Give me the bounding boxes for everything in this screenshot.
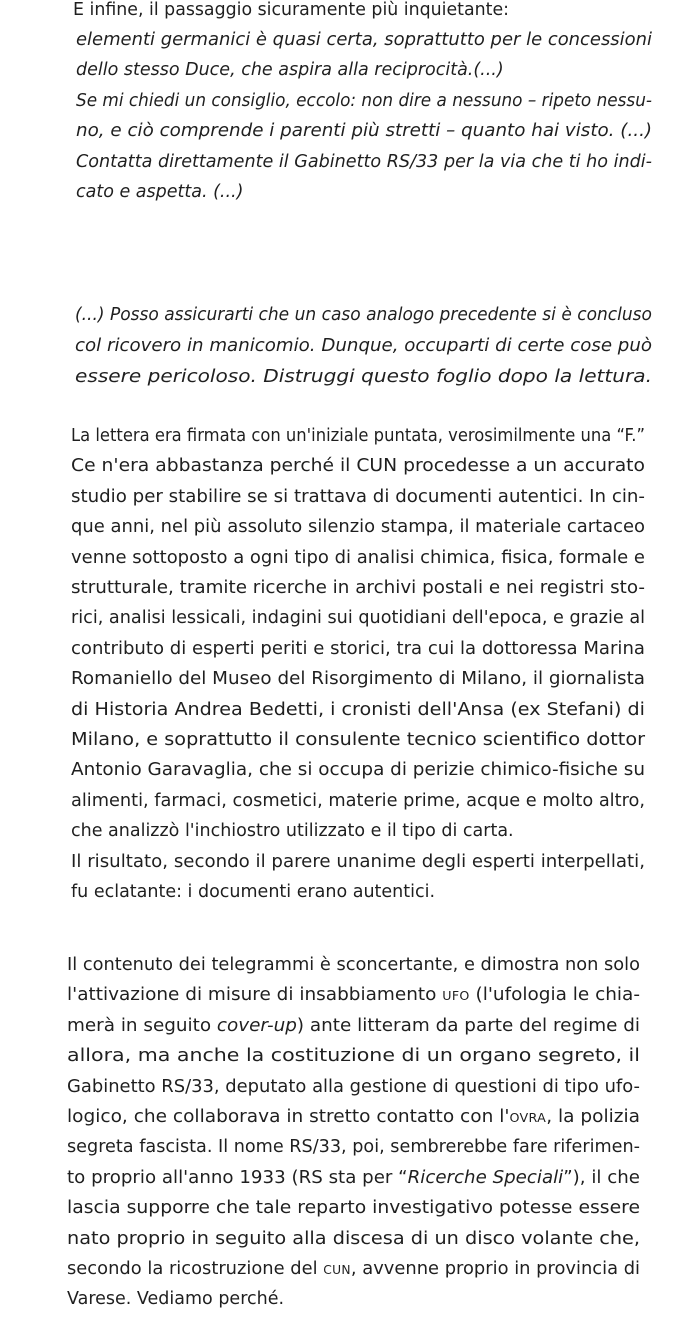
para2-line [67, 1168, 640, 1188]
quote2-line [75, 305, 652, 325]
para1-line [71, 578, 645, 598]
text-run: Il contenuto dei telegrammi è sconcertante, e dimostra non solo [67, 955, 640, 975]
text-run: (l'ufologia le chia- [469, 985, 640, 1006]
para1-line [71, 882, 435, 902]
emphasis: cover-up [216, 1015, 297, 1036]
para1-line [71, 548, 645, 568]
para1-line [71, 426, 645, 446]
quote2-line [75, 367, 652, 387]
quote1-line [76, 60, 504, 80]
text-run: nato proprio in seguito alla discesa di un disco volante che, [67, 1228, 641, 1249]
text-run: Il risultato, secondo il parere unanime degli esperti interpellati, [71, 851, 645, 872]
text-run: elementi germanici è quasi certa, soprattutto per le concessioni [76, 30, 653, 50]
text-run: essere pericoloso. Distruggi questo foglio dopo la lettura. [75, 367, 652, 387]
text-run: Ce n'era abbastanza perché il [71, 456, 357, 477]
text-run: Historia [94, 699, 169, 720]
text-run: studio per stabilire se si trattava di documenti autentici. In cin- [71, 486, 645, 507]
text-run: Contatta direttamente il Gabinetto RS/33 per la via che ti ho indi- [76, 151, 652, 172]
para2-line [67, 1198, 640, 1218]
para2-line [67, 985, 640, 1005]
para2-line [67, 955, 640, 975]
text-run: Andrea Bedetti, i cronisti dell'Ansa (ex Stefani) di [168, 699, 645, 720]
para1-line [71, 669, 645, 689]
text-run: fu eclatante: i documenti erano autentici. [71, 882, 436, 902]
text-run: secondo la ricostruzione del [67, 1259, 324, 1279]
text-run: l'attivazione di misure di insabbiamento [67, 985, 443, 1006]
text-run: La lettera era firmata con un'iniziale puntata, verosimilmente una “F.” [71, 426, 645, 446]
quote1-line [76, 121, 652, 141]
quote1-line [76, 30, 652, 50]
text-run: Gabinetto RS/33, deputato alla gestione di questioni di tipo ufo- [67, 1076, 641, 1097]
text-run: to proprio all'anno 1933 (RS sta per “ [67, 1167, 408, 1188]
para1-line [71, 517, 645, 537]
text-run: segreta fascista. Il nome RS/33, poi, sembrerebbe fare riferimen- [67, 1137, 641, 1158]
emphasis: Ricerche Speciali [407, 1167, 564, 1188]
para1-line [71, 639, 645, 659]
para1-line [71, 760, 645, 780]
text-run: col ricovero in manicomio. Dunque, occuparti di certe cose può [75, 336, 653, 356]
para1-line [71, 487, 645, 507]
para2-line [67, 1229, 640, 1249]
quote1-line [76, 91, 652, 111]
para2-line [67, 1107, 640, 1127]
para1-line [71, 852, 645, 872]
text-run: (...) Posso assicurarti che un caso analogo precedente si è concluso [75, 305, 652, 325]
quote1-line [76, 182, 243, 202]
text-run: merà in seguito [67, 1015, 217, 1036]
para2-line [67, 1259, 640, 1279]
text-run: que anni, nel più assoluto silenzio stampa, il materiale cartaceo [71, 517, 646, 538]
text-run: cato e aspetta. (...) [76, 182, 244, 202]
text-run: strutturale, tramite ricerche in archivi postali e nei registri sto- [71, 578, 646, 598]
text-run: rici, analisi lessicali, indagini sui quotidiani dell'epoca, e grazie al [71, 608, 646, 629]
para2-line [67, 1046, 640, 1066]
para2-line [67, 1016, 640, 1036]
para1-line [71, 700, 645, 720]
text-run: Romaniello del Museo del Risorgimento di Milano, il giornalista [71, 669, 646, 690]
text-run: di [71, 699, 95, 720]
text-run: no, e ciò comprende i parenti più stretti – quanto hai visto. (...) [76, 121, 653, 142]
text-run: , la polizia [546, 1107, 641, 1127]
text-run: , avvenne proprio in provincia di [350, 1259, 641, 1279]
para2-line [67, 1077, 640, 1097]
text-run: ”), il che [563, 1167, 641, 1188]
text-run: che analizzò l'inchiostro utilizzato e il tipo di carta. [71, 821, 514, 842]
para1-line [71, 821, 514, 841]
quote1-line [76, 152, 652, 172]
text-run: Varese. Vediamo perché. [67, 1289, 285, 1310]
acronym: ufo [442, 985, 470, 1006]
text-run: CUN [356, 456, 398, 477]
text-run: lascia supporre che tale reparto investigativo potesse essere [67, 1198, 641, 1219]
text-run: contributo di esperti periti e storici, tra cui la dottoressa Marina [71, 638, 645, 659]
para2-line [67, 1137, 640, 1157]
para1-line [71, 608, 645, 628]
intro-line: E infine, il passaggio sicuramente più inquietante: [73, 0, 509, 20]
para1-line [71, 730, 645, 750]
acronym: cun [323, 1259, 351, 1279]
text-run: alimenti, farmaci, cosmetici, materie prime, acque e molto altro, [71, 790, 645, 811]
text-run: Milano, e soprattutto il consulente tecnico scientifico dottor [71, 730, 646, 750]
para2-line [67, 1289, 284, 1309]
text-run: dello stesso Duce, che aspira alla reciprocità.(...) [76, 60, 504, 81]
text-run: ) ante litteram da parte del regime di [296, 1015, 640, 1036]
text-run: Se mi chiedi un consiglio, eccolo: non dire a nessuno – ripeto nessu- [76, 90, 652, 111]
text-run: Antonio Garavaglia, che si occupa di perizie chimico-fisiche su [71, 760, 645, 781]
acronym: ovra [509, 1107, 547, 1127]
para1-line [71, 791, 645, 811]
text-run: allora, ma anche la costituzione di un organo segreto, il [67, 1046, 640, 1067]
text-run: venne sottoposto a ogni tipo di analisi chimica, fisica, formale e [71, 547, 645, 568]
text-run: procedesse a un accurato [397, 456, 645, 477]
text-run: logico, che collaborava in stretto contatto con l' [67, 1107, 510, 1127]
para1-line [71, 456, 645, 476]
quote2-line [75, 336, 652, 356]
